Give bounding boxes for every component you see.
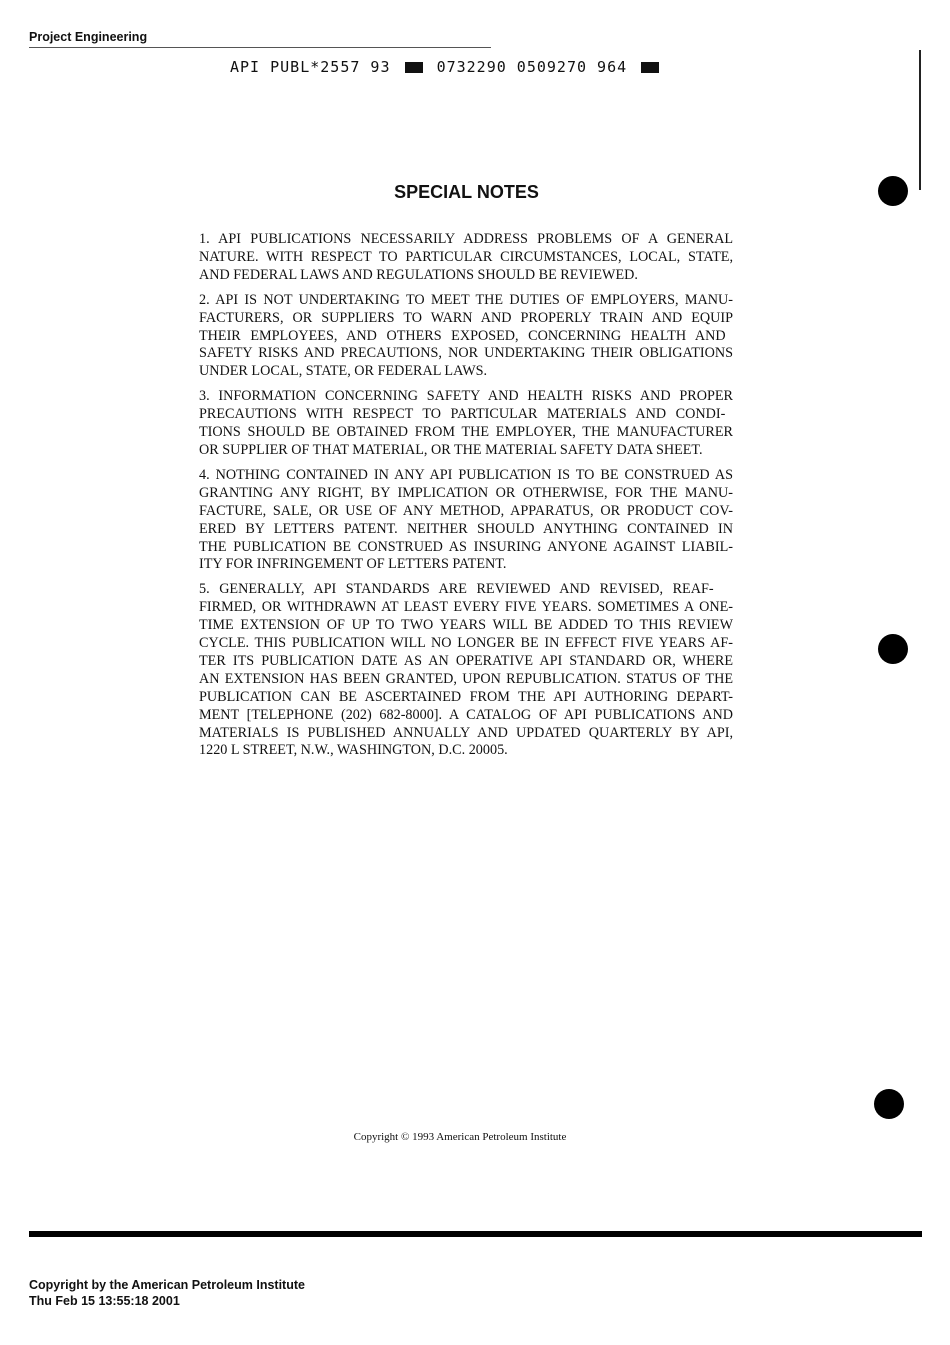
header-label: Project Engineering	[29, 30, 148, 44]
note-line: FACTURE, SALE, OR USE OF ANY METHOD, APPARATUS, OR PRODUCT COV-	[199, 502, 733, 519]
note-line: GRANTING ANY RIGHT, BY IMPLICATION OR OTHERWISE, FOR THE MANU-	[199, 484, 733, 501]
note-line: NATURE. WITH RESPECT TO PARTICULAR CIRCUMSTANCES, LOCAL, STATE,	[199, 248, 733, 265]
punch-hole-top	[878, 176, 908, 206]
note-line: 3. INFORMATION CONCERNING SAFETY AND HEALTH RISKS AND PROPER	[199, 388, 733, 405]
note-line: TIONS SHOULD BE OBTAINED FROM THE EMPLOYER, THE MANUFACTURER	[199, 424, 733, 441]
note-line: SAFETY RISKS AND PRECAUTIONS, NOR UNDERTAKING THEIR OBLIGATIONS	[199, 345, 733, 362]
note-line: 4. NOTHING CONTAINED IN ANY API PUBLICATION IS TO BE CONSTRUED AS	[199, 466, 733, 483]
note-line: 2. API IS NOT UNDERTAKING TO MEET THE DUTIES OF EMPLOYERS, MANU-	[199, 291, 733, 308]
note-line: PRECAUTIONS WITH RESPECT TO PARTICULAR MATERIALS AND CONDI-	[199, 406, 726, 423]
note-line: ERED BY LETTERS PATENT. NEITHER SHOULD ANYTHING CONTAINED IN	[199, 520, 733, 537]
note-line: OR SUPPLIER OF THAT MATERIAL, OR THE MATERIAL SAFETY DATA SHEET.	[199, 441, 703, 458]
note-line: TER ITS PUBLICATION DATE AS AN OPERATIVE API STANDARD OR, WHERE	[199, 652, 733, 669]
document-code-part-1: API PUBL*2557 93	[230, 58, 391, 76]
note-line: TIME EXTENSION OF UP TO TWO YEARS WILL BE ADDED TO THIS REVIEW	[199, 617, 733, 634]
note-line: MENT [TELEPHONE (202) 682-8000]. A CATALOG OF API PUBLICATIONS AND	[199, 706, 733, 723]
note-line: CYCLE. THIS PUBLICATION WILL NO LONGER BE IN EFFECT FIVE YEARS AF-	[199, 635, 733, 652]
note-line: FACTURERS, OR SUPPLIERS TO WARN AND PROPERLY TRAIN AND EQUIP	[199, 309, 733, 326]
note-3	[199, 388, 733, 460]
redaction-block-2	[641, 62, 659, 73]
punch-hole-bottom	[874, 1089, 904, 1119]
note-line: UNDER LOCAL, STATE, OR FEDERAL LAWS.	[199, 363, 488, 380]
note-line: PUBLICATION CAN BE ASCERTAINED FROM THE API AUTHORING DEPART-	[199, 688, 733, 705]
redaction-block-1	[405, 62, 423, 73]
page-title: SPECIAL NOTES	[394, 182, 539, 202]
note-2	[199, 292, 733, 382]
note-line: 1220 L STREET, N.W., WASHINGTON, D.C. 20005.	[199, 742, 508, 759]
footer-rule	[29, 1231, 922, 1237]
note-line: AN EXTENSION HAS BEEN GRANTED, UPON REPUBLICATION. STATUS OF THE	[199, 670, 733, 687]
note-line: THEIR EMPLOYEES, AND OTHERS EXPOSED, CONCERNING HEALTH AND	[199, 327, 726, 344]
note-line: FIRMED, OR WITHDRAWN AT LEAST EVERY FIVE YEARS. SOMETIMES A ONE-	[199, 599, 733, 616]
header-rule	[29, 47, 491, 48]
note-1	[199, 231, 733, 285]
document-code	[230, 58, 663, 76]
note-line: 5. GENERALLY, API STANDARDS ARE REVIEWED AND REVISED, REAF-	[199, 581, 714, 598]
footer-timestamp: Thu Feb 15 13:55:18 2001	[29, 1294, 180, 1308]
note-line: AND FEDERAL LAWS AND REGULATIONS SHOULD BE REVIEWED.	[199, 266, 638, 283]
notes-list	[199, 231, 733, 767]
note-line: THE PUBLICATION BE CONSTRUED AS INSURING ANYONE AGAINST LIABIL-	[199, 538, 733, 555]
note-line: ITY FOR INFRINGEMENT OF LETTERS PATENT.	[199, 556, 507, 573]
note-line: 1. API PUBLICATIONS NECESSARILY ADDRESS PROBLEMS OF A GENERAL	[199, 231, 733, 247]
note-5	[199, 581, 733, 760]
note-line: MATERIALS IS PUBLISHED ANNUALLY AND UPDATED QUARTERLY BY API,	[199, 724, 733, 741]
punch-hole-middle	[878, 634, 908, 664]
footer-copyright: Copyright by the American Petroleum Institute	[29, 1278, 305, 1292]
margin-line	[919, 50, 921, 190]
note-4	[199, 467, 733, 574]
document-code-part-2: 0732290 0509270 964	[436, 58, 628, 76]
copyright-notice: Copyright © 1993 American Petroleum Institute	[353, 1131, 567, 1143]
